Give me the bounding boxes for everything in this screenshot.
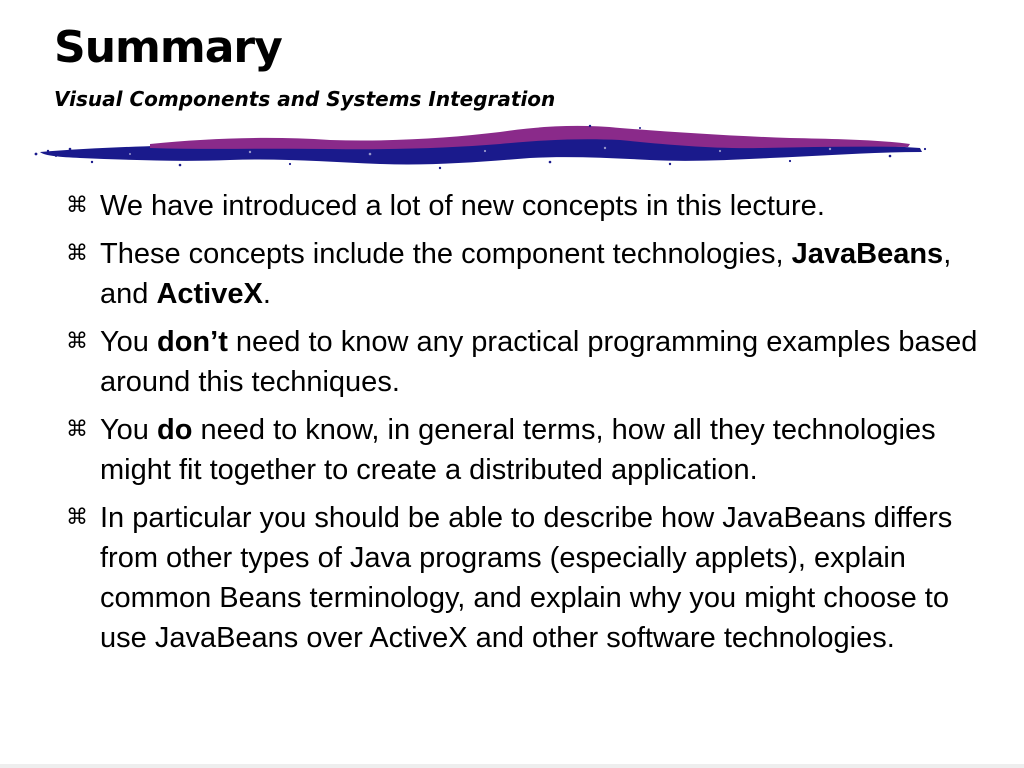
- slide-title: Summary: [54, 22, 282, 73]
- bullet-text: need to know any practical programming examples based around this techniques.: [100, 326, 978, 398]
- bullet-item: [66, 322, 996, 402]
- bullet-emphasis: don’t: [157, 326, 228, 358]
- bullet-marker-icon: ⌘: [66, 417, 88, 442]
- bullet-text: In particular you should be able to describe how JavaBeans differs from other types of Java programs (especially applets), explain common Beans terminology, and explain why you might choose to use JavaBeans over ActiveX and other software technologies.: [100, 502, 953, 654]
- slide-subtitle: Visual Components and Systems Integration: [54, 87, 556, 111]
- bullet-emphasis: JavaBeans: [791, 238, 944, 270]
- bullet-item: [66, 186, 996, 226]
- bullet-marker-icon: ⌘: [66, 329, 88, 354]
- bullet-marker-icon: ⌘: [66, 193, 88, 218]
- bullet-text: You: [100, 414, 157, 446]
- bullet-list: [66, 186, 996, 666]
- bullet-item: [66, 410, 996, 490]
- bullet-text: You: [100, 326, 157, 358]
- bullet-text: These concepts include the component technologies,: [100, 238, 792, 270]
- bottom-divider: [0, 764, 1024, 768]
- bullet-item: [66, 234, 996, 314]
- bullet-emphasis: do: [157, 414, 193, 446]
- bullet-marker-icon: ⌘: [66, 241, 88, 266]
- bullet-item: [66, 498, 996, 658]
- bullet-text: need to know, in general terms, how all they technologies might fit together to create a distributed application.: [100, 414, 936, 486]
- bullet-text: We have introduced a lot of new concepts in this lecture.: [100, 190, 825, 222]
- bullet-text: , and: [100, 238, 952, 310]
- bullet-emphasis: ActiveX: [156, 278, 263, 310]
- bullet-text: .: [262, 278, 271, 310]
- bullet-marker-icon: ⌘: [66, 505, 88, 530]
- decorative-brush-stroke: [30, 118, 930, 173]
